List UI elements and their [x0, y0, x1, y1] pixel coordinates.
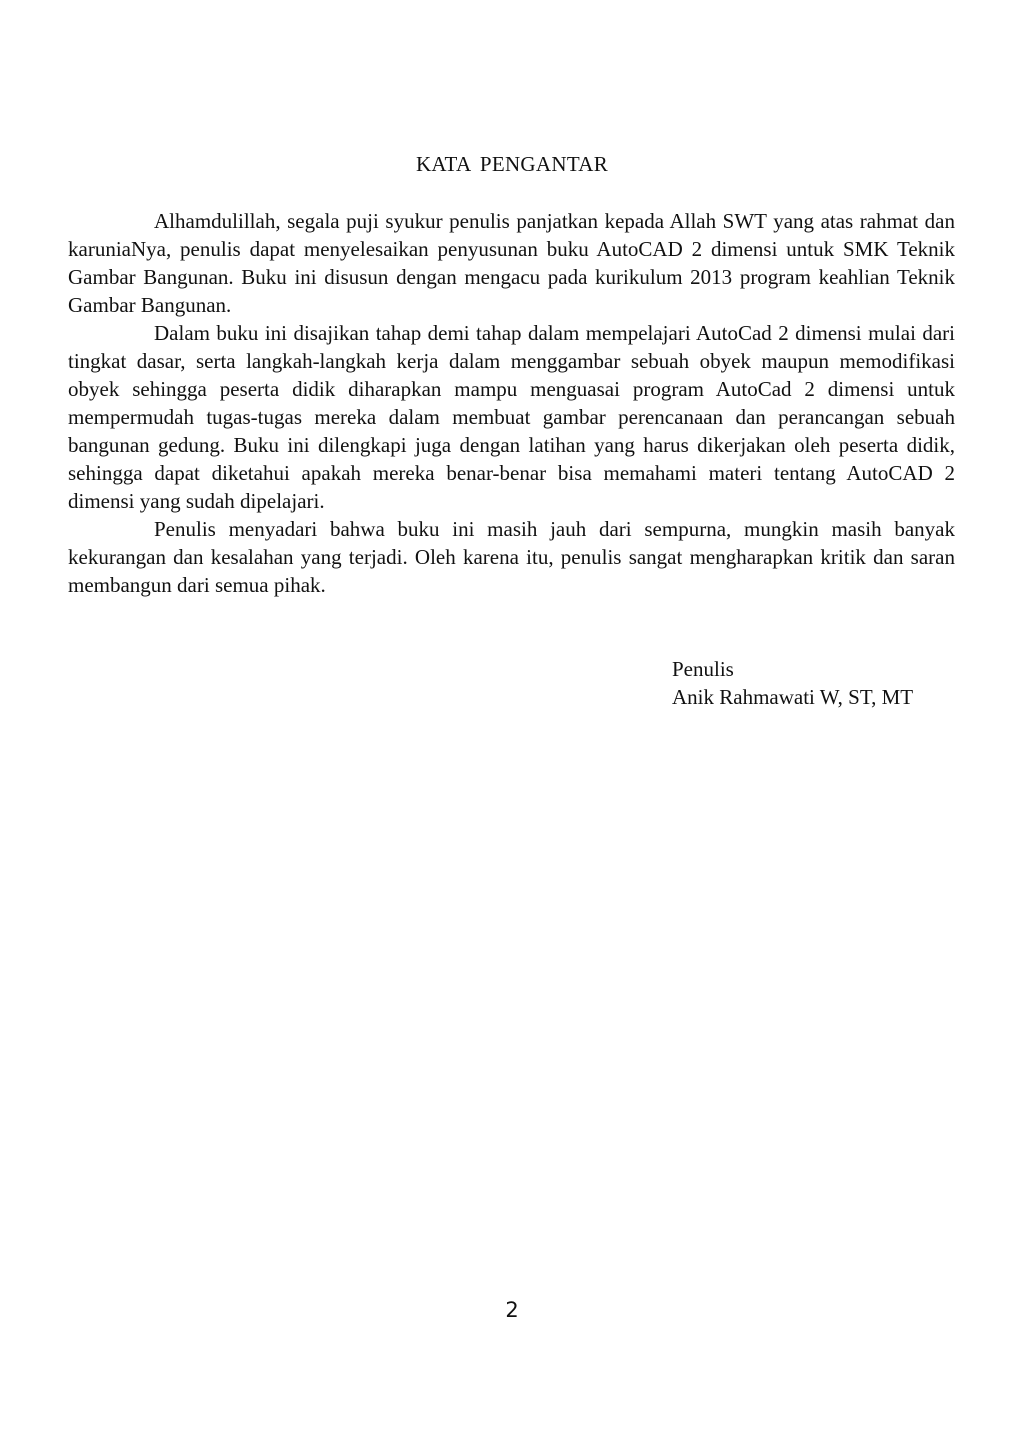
- page-number: 2: [505, 1298, 519, 1322]
- signature-block: [672, 655, 913, 711]
- paragraph-intro: Alhamdulillah, segala puji syukur penulis panjatkan kepada Allah SWT yang atas rahmat dan karuniaNya, penulis dapat menyelesaikan penyusunan buku AutoCAD 2 dimensi untuk SMK Teknik Gambar Bangunan. Buku ini disusun dengan mengacu pada kurikulum 2013 program keahlian Teknik Gambar Bangunan.: [68, 209, 955, 317]
- page-title: KATA PENGANTAR: [415, 152, 609, 176]
- paragraph-content: Dalam buku ini disajikan tahap demi tahap dalam mempelajari AutoCad 2 dimensi mulai dari tingkat dasar, serta langkah-langkah kerja dalam menggambar sebuah obyek maupun memodifikasi obyek sehingga peserta didik diharapkan mampu menguasai program AutoCad 2 dimensi untuk mempermudah tugas-tugas mereka dalam membuat gambar perencanaan dan perancangan sebuah bangunan gedung. Buku ini dilengkapi juga dengan latihan yang harus dikerjakan oleh peserta didik, sehingga dapat diketahui apakah mereka benar-benar bisa memahami materi tentang AutoCAD 2 dimensi yang sudah dipelajari.: [68, 321, 955, 513]
- signature-name: Anik Rahmawati W, ST, MT: [672, 685, 914, 709]
- body-text: [68, 207, 955, 599]
- signature-role: Penulis: [672, 657, 734, 681]
- paragraph-closing: Penulis menyadari bahwa buku ini masih jauh dari sempurna, mungkin masih banyak kekurangan dan kesalahan yang terjadi. Oleh karena itu, penulis sangat mengharapkan kritik dan saran membangun dari semua pihak.: [68, 517, 955, 597]
